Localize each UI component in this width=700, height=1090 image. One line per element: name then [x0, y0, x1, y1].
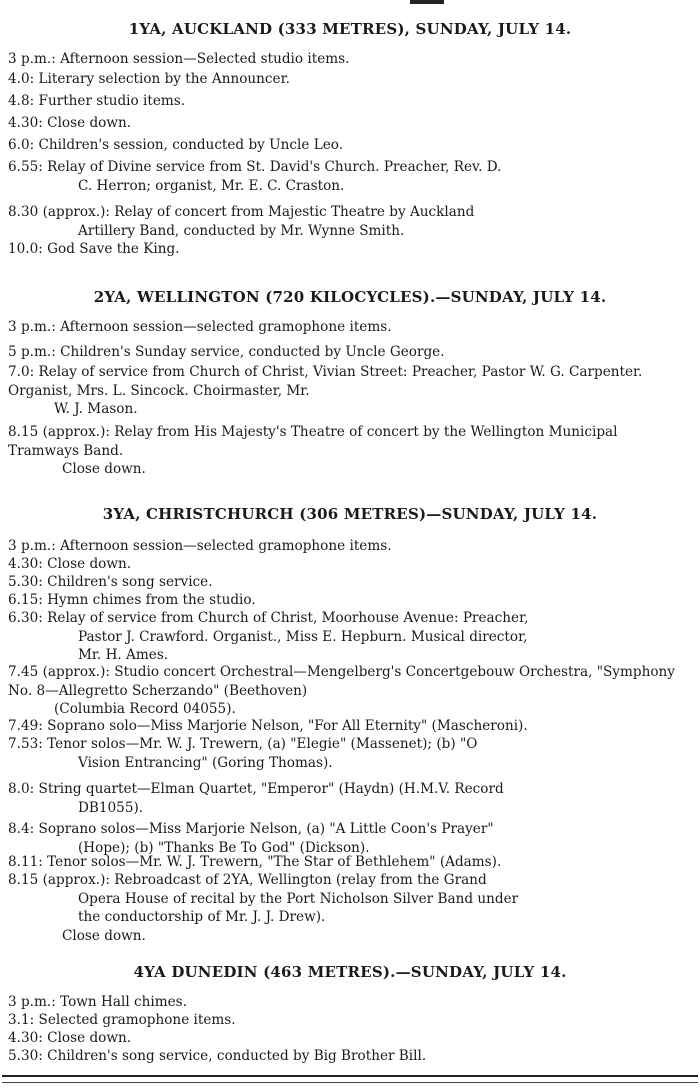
program-entry — [8, 92, 692, 111]
entry-line: 4.8: Further studio items. — [8, 93, 186, 109]
entry-line: 8.15 (approx.): Rebroadcast of 2YA, Wellington (relay from the Grand — [8, 872, 487, 888]
entry-line: 8.30 (approx.): Relay of concert from Majestic Theatre by Auckland — [8, 204, 475, 220]
entry-line: 8.15 (approx.): Relay from His Majesty's Theatre of concert by the Wellington Municipal Tramways Band. — [8, 424, 618, 459]
entry-line: 7.49: Soprano solo—Miss Marjorie Nelson, "For All Eternity" (Mascheroni). — [8, 718, 528, 734]
entry-line: 3 p.m.: Town Hall chimes. — [8, 994, 187, 1010]
entry-line: 8.4: Soprano solos—Miss Marjorie Nelson, (a) "A Little Coon's Prayer" — [8, 821, 494, 837]
entry-line: Mr. H. Ames. — [78, 647, 169, 663]
print-mark — [410, 0, 444, 4]
program-entry — [8, 240, 692, 259]
entry-line: 7.53: Tenor solos—Mr. W. J. Trewern, (a) "Elegie" (Massenet); (b) "O — [8, 736, 478, 752]
entry-line: W. J. Mason. — [54, 401, 138, 417]
entry-line: 3 p.m.: Afternoon session—selected gramophone items. — [8, 319, 392, 335]
program-entry — [8, 114, 692, 133]
entry-line: Close down. — [62, 461, 146, 477]
entry-line: C. Herron; organist, Mr. E. C. Craston. — [78, 177, 345, 194]
program-entry — [8, 70, 692, 89]
entry-line: Opera House of recital by the Port Nicholson Silver Band under — [78, 890, 519, 907]
program-entry — [8, 343, 692, 362]
entry-line: 7.0: Relay of service from Church of Christ, Vivian Street: Preacher, Pastor W. G. Carpenter. Organist, Mrs. L. Sincock. Choirmaster, Mr. — [8, 364, 643, 399]
section-heading-4ya: 4YA DUNEDIN (463 METRES).—SUNDAY, JULY 14. — [133, 963, 567, 981]
program-entry — [8, 50, 692, 69]
program-entry — [8, 573, 692, 592]
program-entry — [8, 717, 692, 736]
entry-line: 6.0: Children's session, conducted by Uncle Leo. — [8, 137, 344, 153]
entry-line: 5.30: Children's song service. — [8, 574, 213, 590]
program-entry — [8, 780, 692, 817]
entry-line: 3.1: Selected gramophone items. — [8, 1012, 236, 1028]
program-entry — [8, 136, 692, 155]
entry-line: Close down. — [62, 927, 146, 944]
entry-line: DB1055). — [78, 799, 144, 816]
program-entry — [8, 663, 692, 719]
program-entry — [8, 1047, 692, 1066]
entry-line: 10.0: God Save the King. — [8, 241, 180, 257]
entry-line: (Columbia Record 04055). — [54, 701, 236, 717]
entry-line: 8.11: Tenor solos—Mr. W. J. Trewern, "The Star of Bethlehem" (Adams). — [8, 854, 502, 870]
program-entry — [8, 609, 692, 665]
program-entry — [8, 203, 692, 240]
program-entry — [8, 363, 692, 419]
entry-line: 6.55: Relay of Divine service from St. David's Church. Preacher, Rev. D. — [8, 159, 502, 175]
program-entry — [8, 820, 692, 857]
program-entry — [8, 993, 692, 1012]
program-entry — [8, 871, 692, 945]
program-entry — [8, 537, 692, 556]
program-entry — [8, 555, 692, 574]
program-entry — [8, 318, 692, 337]
entry-line: Vision Entrancing" (Goring Thomas). — [78, 754, 333, 771]
entry-line: 4.0: Literary selection by the Announcer. — [8, 71, 290, 87]
program-entry — [8, 591, 692, 610]
entry-line: (Hope); (b) "Thanks Be To God" (Dickson). — [78, 839, 370, 856]
program-entry — [8, 1029, 692, 1048]
entry-line: the conductorship of Mr. J. J. Drew). — [78, 909, 326, 925]
entry-line: 7.45 (approx.): Studio concert Orchestral—Mengelberg's Concertgebouw Orchestra, "Symphony No. 8—Allegretto Scherzando" (Beethoven) — [8, 664, 675, 699]
entry-line: Artillery Band, conducted by Mr. Wynne Smith. — [78, 222, 405, 239]
entry-line: 4.30: Close down. — [8, 115, 132, 131]
program-entry — [8, 735, 692, 772]
program-entry — [8, 158, 692, 195]
section-heading-2ya: 2YA, WELLINGTON (720 KILOCYCLES).—SUNDAY, JULY 14. — [93, 288, 607, 306]
bottom-rule — [2, 1075, 698, 1083]
section-heading-1ya: 1YA, AUCKLAND (333 METRES), SUNDAY, JULY 14. — [128, 20, 572, 38]
program-entry — [8, 853, 692, 872]
program-entry — [8, 423, 692, 479]
entry-line: 6.30: Relay of service from Church of Christ, Moorhouse Avenue: Preacher, — [8, 610, 529, 626]
entry-line: 8.0: String quartet—Elman Quartet, "Emperor" (Haydn) (H.M.V. Record — [8, 781, 504, 797]
entry-line: 5 p.m.: Children's Sunday service, conducted by Uncle George. — [8, 344, 445, 360]
entry-line: 6.15: Hymn chimes from the studio. — [8, 592, 256, 608]
entry-line: Pastor J. Crawford. Organist., Miss E. Hepburn. Musical director, — [78, 628, 528, 645]
entry-line: 3 p.m.: Afternoon session—Selected studio items. — [8, 51, 350, 67]
program-entry — [8, 1011, 692, 1030]
entry-line: 4.30: Close down. — [8, 1030, 132, 1046]
section-heading-3ya: 3YA, CHRISTCHURCH (306 METRES)—SUNDAY, JULY 14. — [102, 505, 598, 523]
entry-line: 4.30: Close down. — [8, 556, 132, 572]
entry-line: 3 p.m.: Afternoon session—selected gramophone items. — [8, 538, 392, 554]
entry-line: 5.30: Children's song service, conducted by Big Brother Bill. — [8, 1048, 427, 1064]
